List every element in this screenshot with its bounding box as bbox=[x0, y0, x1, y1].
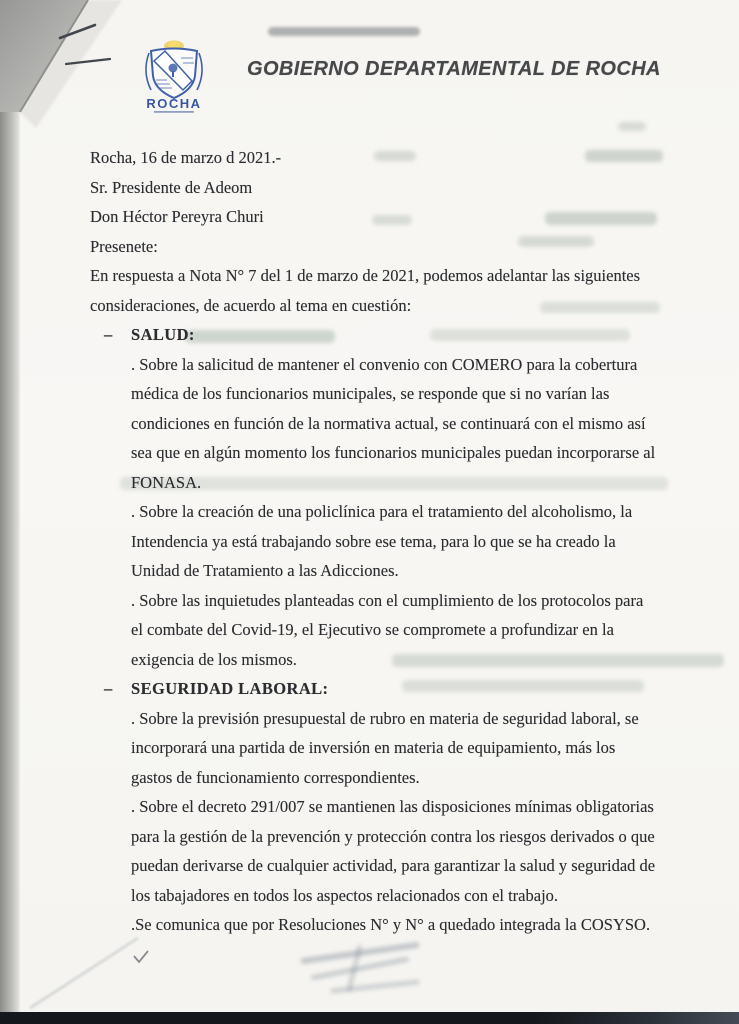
body-text-line: Unidad de Tratamiento a las Adicciones. bbox=[131, 561, 399, 580]
body-text-line: sea que en algún momento los funcionarios municipales puedan incorporarse al bbox=[131, 443, 656, 462]
strike-through-artifact bbox=[268, 27, 420, 36]
heading-marker: – bbox=[104, 325, 113, 344]
section-heading bbox=[104, 320, 662, 350]
pen-mark bbox=[60, 25, 95, 38]
fold-edge-line bbox=[20, 0, 88, 112]
body-text-line: . Sobre las inquietudes planteadas con el cumplimiento de los protocolos para bbox=[131, 590, 644, 610]
body-text-line: . Sobre la creación de una policlínica para el tratamiento del alcoholismo, la bbox=[131, 502, 633, 521]
body-text-line: Intendencia ya está trabajando sobre ese tema, para lo que se ha creado la bbox=[131, 531, 616, 551]
tick-mark bbox=[134, 951, 148, 962]
heading-marker: – bbox=[104, 679, 113, 698]
body-text-line: FONASA. bbox=[131, 472, 202, 492]
intro-line: consideraciones, de acuerdo al tema en cuestión: bbox=[90, 295, 412, 315]
signature-bleed-artifact bbox=[300, 942, 420, 965]
bleed-through-artifact bbox=[618, 122, 646, 131]
body-text-line: . Sobre la salicitud de mantener el convenio con COMERO para la cobertura bbox=[131, 354, 638, 374]
body-text-line: médica de los funcionarios municipales, se responde que si no varían las bbox=[131, 384, 610, 403]
letter-body bbox=[90, 143, 662, 940]
section-salud bbox=[104, 320, 662, 674]
laurel-left bbox=[146, 53, 151, 90]
pen-mark bbox=[66, 59, 110, 64]
signature-bleed-artifact bbox=[330, 979, 420, 993]
body-text-line: . Sobre el decreto 291/007 se mantienen las disposiciones mínimas obligatorias bbox=[131, 797, 654, 816]
scanner-background-left bbox=[0, 0, 20, 1024]
scan-edge-bottom bbox=[0, 1012, 739, 1024]
rocha-coat-of-arms bbox=[137, 38, 211, 116]
salutation-line: Presenete: bbox=[90, 236, 158, 256]
body-text-line: el combate del Covid-19, el Ejecutivo se compromete a profundizar en la bbox=[131, 620, 614, 639]
tree-trunk bbox=[172, 71, 174, 77]
signature-bleed-artifact bbox=[346, 944, 362, 992]
body-text-line: para la gestión de la prevención y protección contra los riesgos derivados o que bbox=[131, 826, 655, 846]
section-seguridad-laboral bbox=[104, 674, 662, 940]
document-title: GOBIERNO DEPARTAMENTAL DE ROCHA bbox=[247, 58, 661, 80]
body-text-line: puedan derivarse de cualquier actividad, para garantizar la salud y seguridad de bbox=[131, 856, 656, 875]
body-text-line: condiciones en función de la normativa actual, se continuará con el mismo así bbox=[131, 413, 646, 433]
laurel-right bbox=[197, 53, 202, 90]
body-text-line: los tabajadores en todos los aspectos relacionados con el trabajo. bbox=[131, 885, 559, 905]
logo-wordmark: ROCHA bbox=[146, 96, 202, 111]
recipient-line: Don Héctor Pereyra Churi bbox=[90, 207, 264, 226]
bottom-crease bbox=[30, 938, 138, 1008]
section-heading bbox=[104, 674, 662, 704]
body-text-line: incorporará una partida de inversión en materia de equipamiento, más los bbox=[131, 738, 616, 757]
fold-shadow bbox=[20, 0, 122, 128]
signature-bleed-artifact bbox=[310, 957, 409, 981]
date-line: Rocha, 16 de marzo d 2021.- bbox=[90, 148, 282, 167]
body-text-line: gastos de funcionamiento correspondientes. bbox=[131, 767, 420, 787]
body-text-line: .Se comunica que por Resoluciones N° y N° a quedado integrada la COSYSO. bbox=[131, 915, 651, 934]
heading-text: SALUD: bbox=[131, 325, 195, 344]
body-text-line: exigencia de los mismos. bbox=[131, 649, 297, 669]
body-text-line: . Sobre la previsión presupuestal de rubro en materia de seguridad laboral, se bbox=[131, 708, 639, 728]
recipient-line: Sr. Presidente de Adeom bbox=[90, 177, 253, 197]
intro-line: En respuesta a Nota N° 7 del 1 de marzo de 2021, podemos adelantar las siguientes bbox=[90, 266, 641, 285]
heading-text: SEGURIDAD LABORAL: bbox=[131, 679, 329, 698]
logo-subtext-line bbox=[154, 111, 194, 113]
